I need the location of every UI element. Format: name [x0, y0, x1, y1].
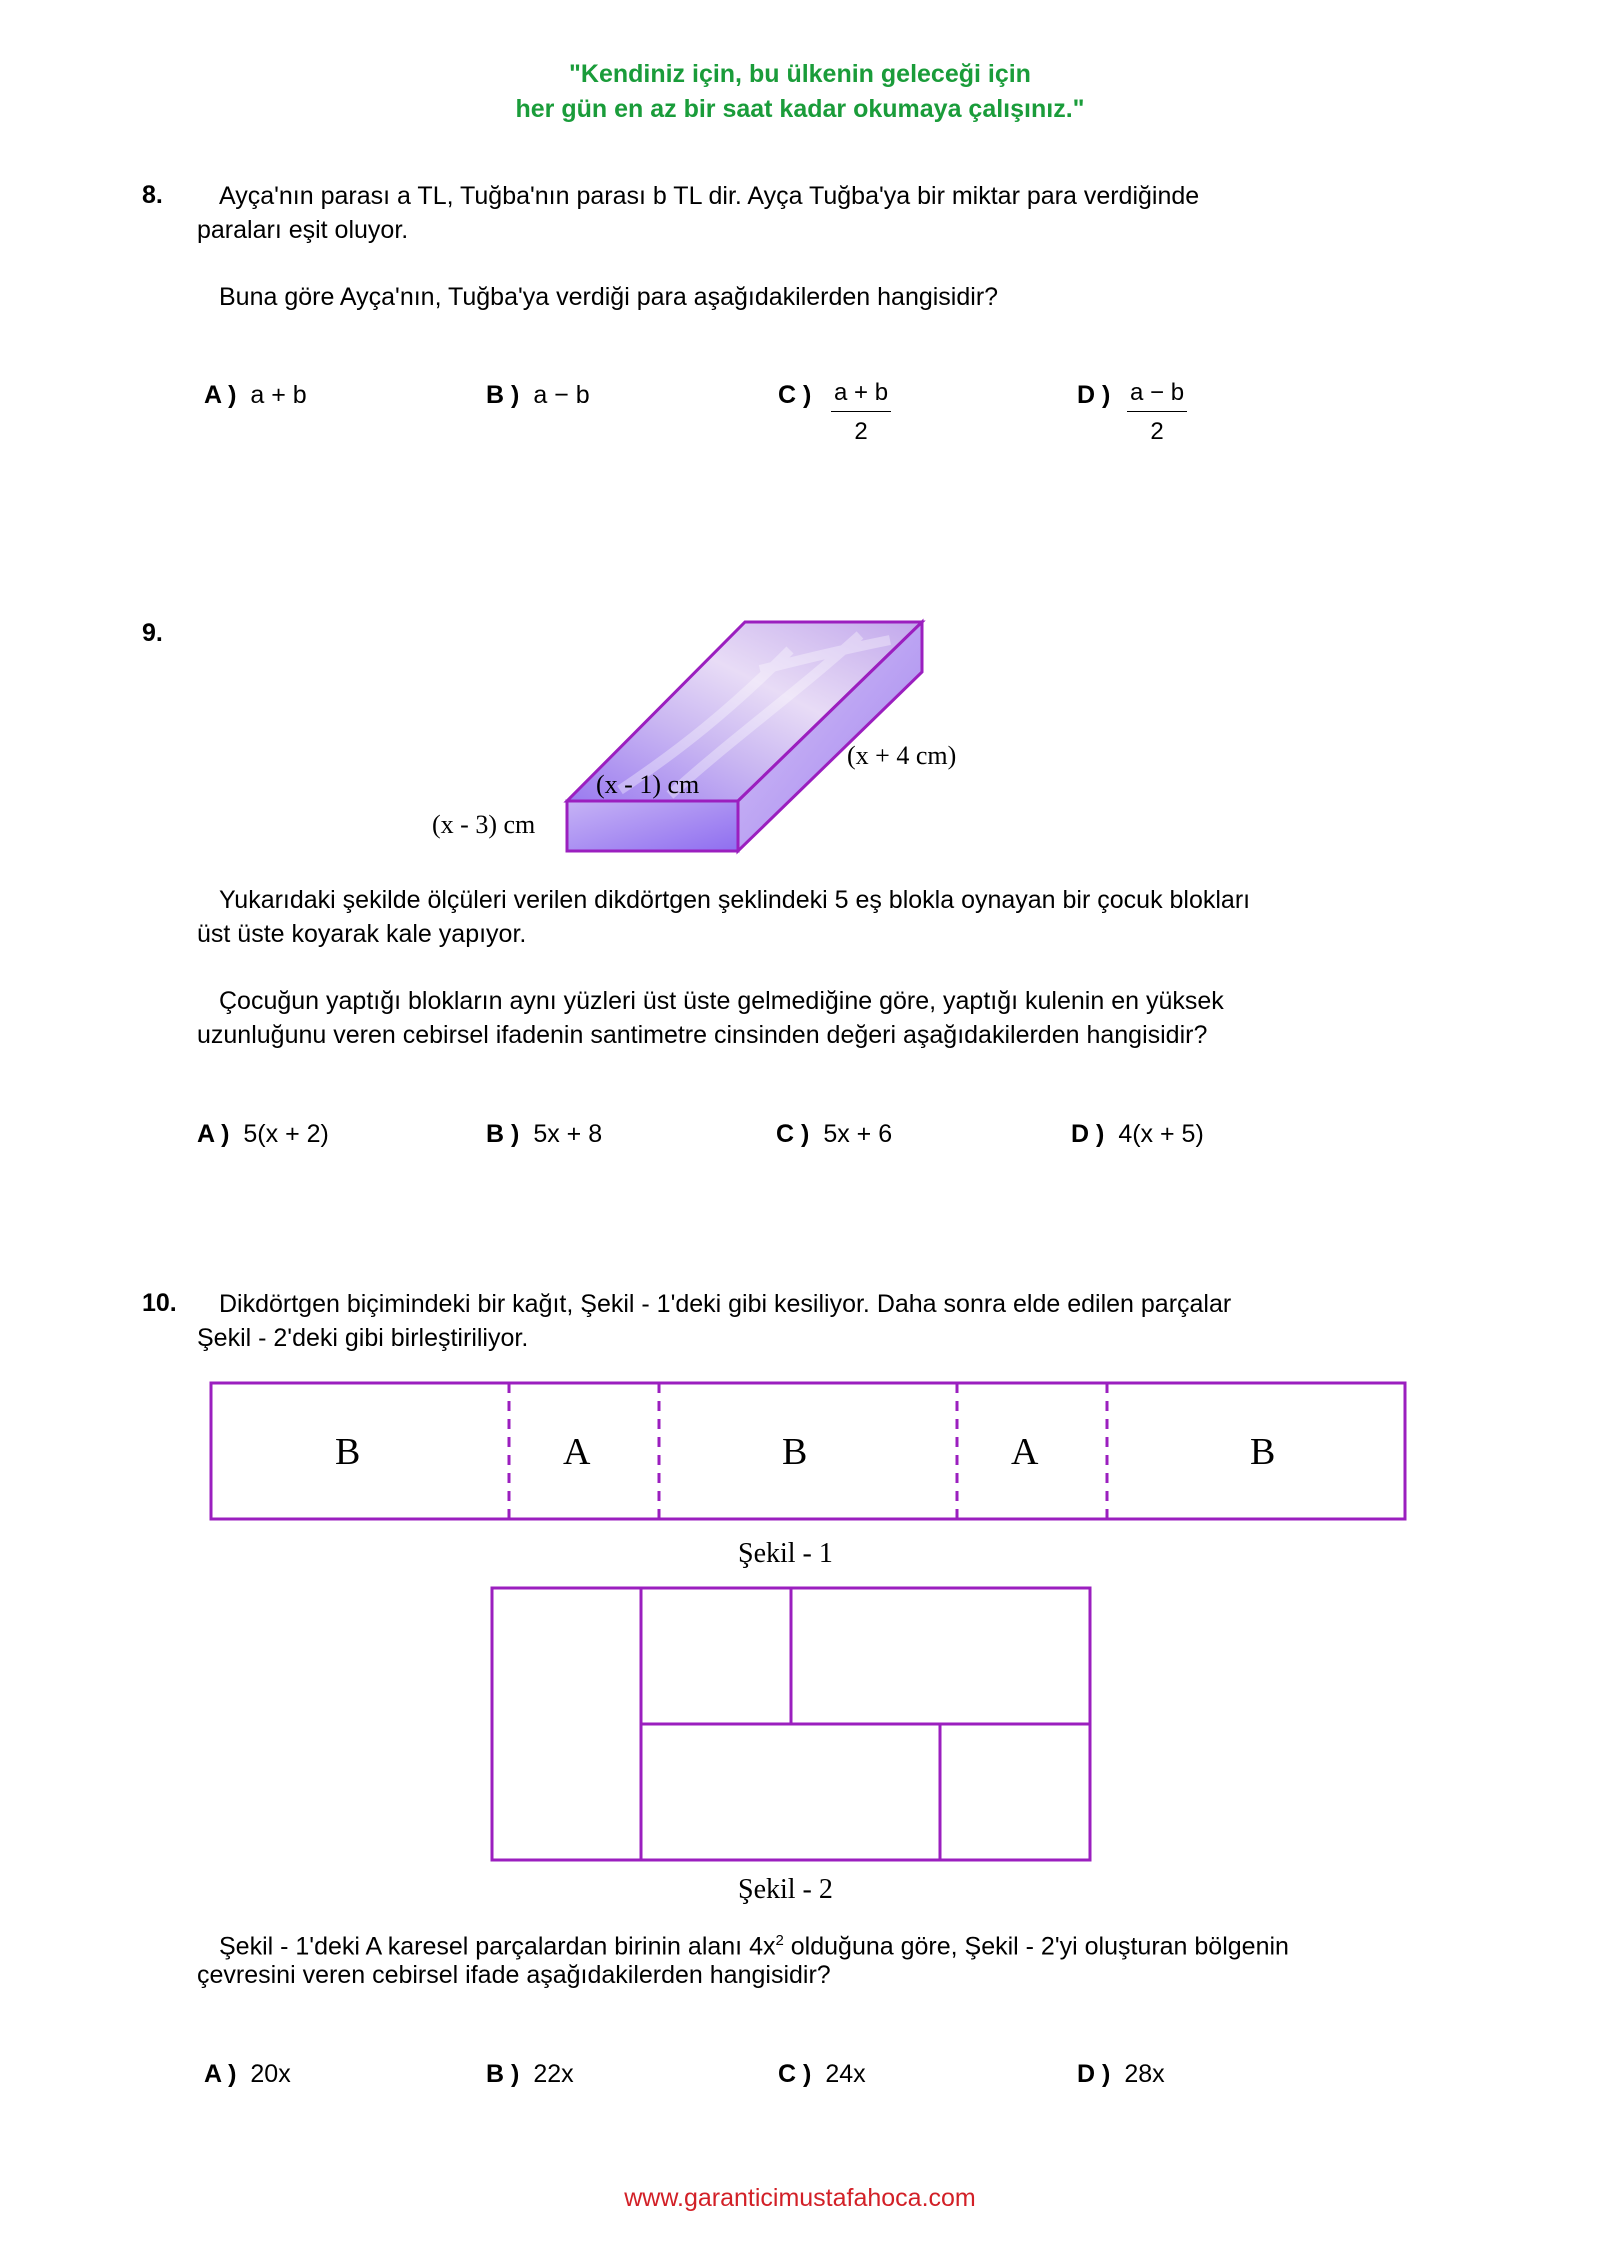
q10-option-a[interactable] [204, 2060, 291, 2089]
option-label: A ) [204, 381, 237, 409]
option-value: 5x + 6 [823, 1120, 893, 1148]
question-8-question: Buna göre Ayça'nın, Tuğba'ya verdiği para aşağıdakilerden hangisidir? [219, 283, 999, 311]
question-9-text-line-2: üst üste koyarak kale yapıyor. [197, 920, 527, 948]
figure-1-caption: Şekil - 1 [738, 1538, 833, 1569]
question-10-text-a: Şekil - 1'deki A karesel parçalardan birinin alanı 4x [219, 1932, 776, 1961]
fraction-denominator: 2 [854, 418, 868, 445]
q8-option-d-fraction [1127, 379, 1187, 446]
question-9-number: 9. [142, 619, 163, 647]
option-value: 20x [250, 2060, 291, 2088]
option-value: 4(x + 5) [1118, 1120, 1204, 1148]
option-label: B ) [486, 1120, 520, 1148]
footer-website-link[interactable]: www.garanticimustafahoca.com [624, 2184, 976, 2212]
question-10-text-line-1: Dikdörtgen biçimindeki bir kağıt, Şekil - 1'deki gibi kesiliyor. Daha sonra elde edilen parçalar [219, 1290, 1232, 1318]
piece-label: B [335, 1431, 361, 1473]
q8-option-a[interactable] [204, 381, 307, 410]
question-8-text-line-2: paraları eşit oluyor. [197, 216, 409, 244]
option-label: D ) [1071, 1120, 1105, 1148]
option-label: C ) [778, 381, 812, 409]
motto-line-2: her gün en az bir saat kadar okumaya çalışınız." [515, 95, 1085, 123]
piece-label: B [1250, 1431, 1276, 1473]
figure-1-strip [209, 1381, 1409, 1523]
q9-option-b[interactable] [486, 1120, 602, 1149]
option-label: D ) [1077, 381, 1111, 409]
option-value: a + b [250, 381, 307, 409]
question-10-question-line-2: çevresini veren cebirsel ifade aşağıdakilerden hangisidir? [197, 1961, 831, 1989]
q10-option-c[interactable] [778, 2060, 866, 2089]
q9-option-c[interactable] [776, 1120, 892, 1149]
question-9-text-line-1: Yukarıdaki şekilde ölçüleri verilen dikdörtgen şeklindeki 5 eş blokla oynayan bir çocuk blokları [219, 886, 1251, 914]
q9-option-a[interactable] [197, 1120, 329, 1149]
figure-2-caption: Şekil - 2 [738, 1874, 833, 1905]
q8-option-c[interactable] [778, 381, 825, 410]
question-9-question-line-2: uzunluğunu veren cebirsel ifadenin santimetre cinsinden değeri aşağıdakilerden hangisidir? [197, 1021, 1208, 1049]
question-10-number: 10. [142, 1289, 177, 1317]
block-length-label: (x + 4 cm) [847, 741, 957, 770]
q8-option-c-fraction [831, 379, 891, 446]
option-value: 22x [533, 2060, 574, 2088]
figure-2-assembly [490, 1586, 1096, 1866]
option-value: 28x [1124, 2060, 1165, 2088]
option-label: A ) [204, 2060, 237, 2088]
piece-label: B [782, 1431, 808, 1473]
fraction-numerator: a − b [1127, 379, 1187, 412]
block-front-face [567, 801, 738, 851]
block-width-label: (x - 1) cm [596, 770, 700, 799]
question-9-question-line-1: Çocuğun yaptığı blokların aynı yüzleri üst üste gelmediğine göre, yaptığı kulenin en yüksek [219, 987, 1224, 1015]
fraction-denominator: 2 [1150, 418, 1164, 445]
question-8-number: 8. [142, 181, 163, 209]
q8-option-d[interactable] [1077, 381, 1124, 410]
option-value: 5(x + 2) [243, 1120, 329, 1148]
exponent: 2 [775, 1932, 784, 1949]
figure-1-outline [211, 1383, 1405, 1519]
option-label: B ) [486, 2060, 520, 2088]
option-label: A ) [197, 1120, 230, 1148]
option-label: B ) [486, 381, 520, 409]
motto-line-1: "Kendiniz için, bu ülkenin geleceği için [569, 60, 1031, 88]
piece-label: A [1011, 1431, 1039, 1473]
option-label: C ) [778, 2060, 812, 2088]
block-figure [560, 610, 940, 860]
q9-option-d[interactable] [1071, 1120, 1204, 1149]
option-label: D ) [1077, 2060, 1111, 2088]
q8-option-b[interactable] [486, 381, 590, 410]
question-10-text-line-2: Şekil - 2'deki gibi birleştiriliyor. [197, 1324, 529, 1352]
q10-option-b[interactable] [486, 2060, 574, 2089]
q10-option-d[interactable] [1077, 2060, 1165, 2089]
option-value: a − b [533, 381, 590, 409]
question-10-text-b: olduğuna göre, Şekil - 2'yi oluşturan bölgenin [783, 1932, 1289, 1961]
option-value: 5x + 8 [533, 1120, 603, 1148]
fraction-numerator: a + b [831, 379, 891, 412]
question-8-text-line-1: Ayça'nın parası a TL, Tuğba'nın parası b TL dir. Ayça Tuğba'ya bir miktar para verdiğinde [219, 182, 1200, 210]
option-label: C ) [776, 1120, 810, 1148]
option-value: 24x [825, 2060, 866, 2088]
piece-label: A [563, 1431, 591, 1473]
block-height-label: (x - 3) cm [432, 810, 536, 839]
